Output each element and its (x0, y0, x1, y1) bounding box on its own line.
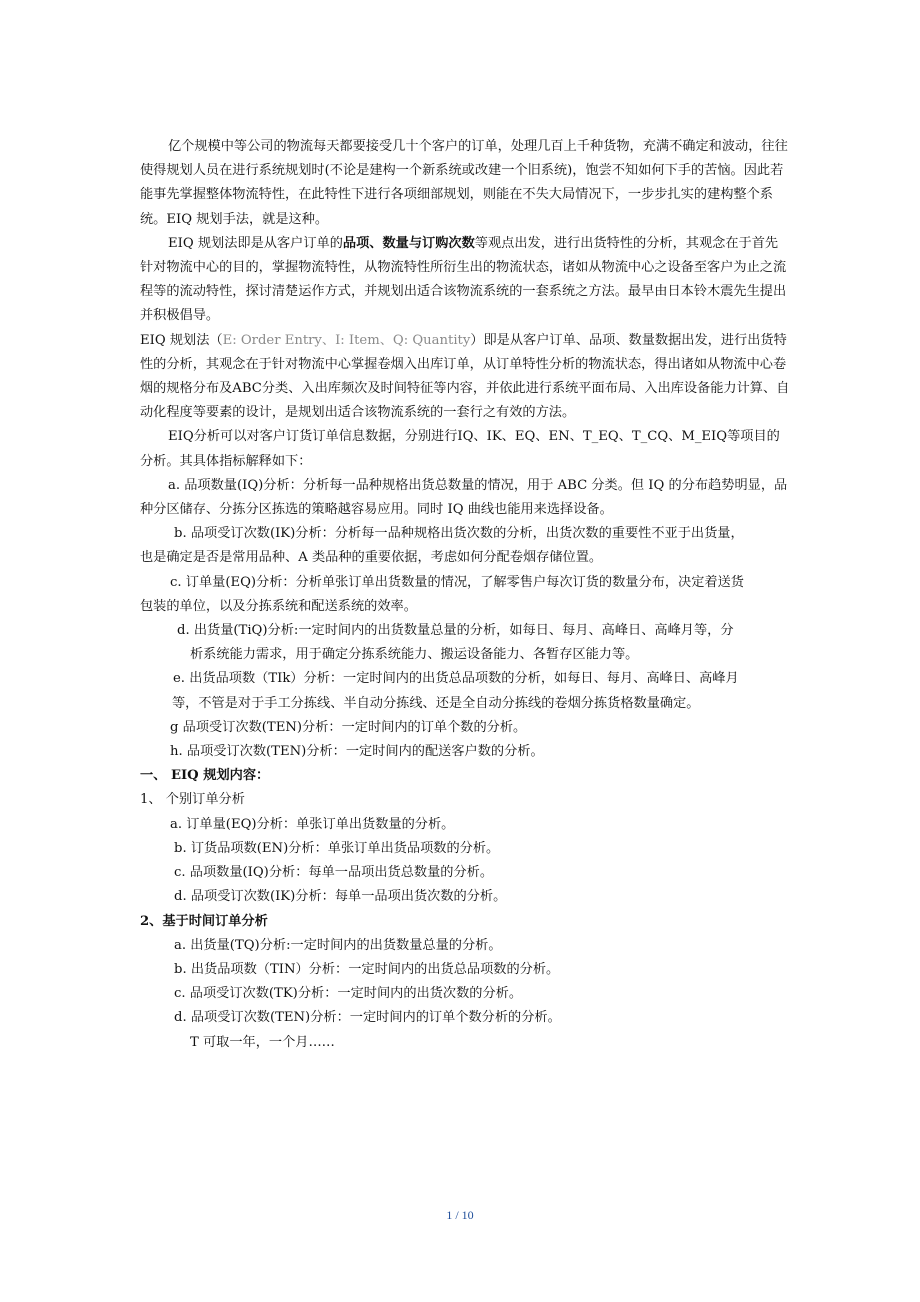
para2-text-end: 等观点出发，进行出货特性的分析，其观念在于首先针对物流中心的目的，掌握物流特性，从物流特性所衍生出的物流状态，诸如从物流中心之设备至客户为止之流程等的流动特性，探讨清楚运作方式，并规划出适合该物流系统的一套系统之方法。最早由日本铃木震先生提出并积极倡导。 (140, 235, 787, 324)
item-a: a. 品项数量(IQ)分析：分析每一品种规格出货总数量的情况，用于 ABC 分类。但 IQ 的分布趋势明显，品种分区储存、分拣分区拣选的策略越容易应用。同时 IQ 曲线也能用来选择设备。 (140, 477, 788, 518)
para3-abbrev: E: Order Entry、I: Item、Q: Quantity (222, 332, 471, 348)
para2-text-start: EIQ 规划法即是从客户订单的 (168, 235, 343, 251)
list-item: b. 订货品项数(EN)分析：单张订单出货品项数的分析。 (174, 840, 500, 856)
item-g: g 品项受订次数(TEN)分析：一定时间内的订单个数的分析。 (170, 719, 527, 735)
para3-text-start: EIQ 规划法（ (140, 332, 223, 348)
item-h: h. 品项受订次数(TEN)分析：一定时间内的配送客户数的分析。 (170, 744, 544, 760)
item-c-line2: 包装的单位，以及分拣系统和配送系统的效率。 (140, 598, 417, 614)
document-body (140, 135, 790, 1055)
subsection-heading-time-based: 2、基于时间订单分析 (140, 913, 268, 929)
list-item: d. 品项受订次数(TEN)分析：一定时间内的订单个数分析的分析。 (174, 1010, 561, 1026)
item-b-line2: 也是确定是否是常用品种、A 类品种的重要依据，考虑如何分配卷烟存储位置。 (140, 550, 603, 566)
note-time-period: T 可取一年，一个月…… (190, 1034, 335, 1050)
list-item: b. 出货品项数（TIN）分析：一定时间内的出货总品项数的分析。 (174, 961, 560, 977)
list-item: d. 品项受订次数(IK)分析：每单一品项出货次数的分析。 (174, 889, 507, 905)
list-item: c. 品项受订次数(TK)分析：一定时间内的出货次数的分析。 (174, 986, 523, 1002)
para3-text-end: ）即是从客户订单、品项、数量数据出发，进行出货特性的分析，其观念在于针对物流中心掌握卷烟入出库订单，从订单特性分析的物流状态，得出诸如从物流中心卷烟的规格分布及ABC分类、入出库频次及时间特征等内容，并依此进行系统平面布局、入出库设备能力计算、自动化程度等要素的设计，是规划出适合该物流系统的一套行之有效的方法。 (140, 332, 790, 421)
list-item: a. 出货量(TQ)分析:一定时间内的出货数量总量的分析。 (174, 937, 502, 953)
page-indicator: 1 / 10 (446, 1208, 474, 1222)
subsection-heading-individual-order: 1、 个别订单分析 (140, 792, 245, 808)
list-item: c. 品项数量(IQ)分析：每单一品项出货总数量的分析。 (174, 865, 494, 881)
paragraph-eiq-definition (140, 232, 790, 329)
list-item: a. 订单量(EQ)分析：单张订单出货数量的分析。 (170, 816, 455, 832)
para2-bold-phrase: 品项、数量与订购次数 (342, 235, 475, 251)
item-e-line1: e. 出货品项数（TIk）分析：一定时间内的出货总品项数的分析，如每日、每月、高峰日、高峰月 (173, 671, 739, 687)
item-b-line1: b. 品项受订次数(IK)分析：分析每一品种规格出货次数的分析，出货次数的重要性不亚于出货量， (174, 526, 744, 542)
paragraph-intro: 亿个规模中等公司的物流每天都要接受几十个客户的订单，处理几百上千种货物，充满不确定和波动，往往使得规划人员在进行系统规划时(不论是建构一个新系统或改建一个旧系统)，饱尝不知如何下手的苦恼。因此若能事先掌握整体物流特性，在此特性下进行各项细部规划，则能在不失大局情况下，一步步扎实的建构整个系统。EIQ 规划手法，就是这种。 (140, 139, 788, 227)
item-e-line2: 等，不管是对于手工分拣线、半自动分拣线、还是全自动分拣线的卷烟分拣货格数量确定。 (172, 695, 700, 711)
paragraph-eiq-analysis: EIQ分析可以对客户订货订单信息数据，分别进行IQ、IK、EQ、EN、T_EQ、T_CQ、M_EIQ等项目的分析。其具体指标解释如下： (140, 429, 780, 469)
item-c-line1: c. 订单量(EQ)分析：分析单张订单出货数量的情况，了解零售户每次订货的数量分布，决定着送货 (170, 574, 744, 590)
item-d-line1: d. 出货量(TiQ)分析:一定时间内的出货数量总量的分析，如每日、每月、高峰日、高峰月等，分 (177, 623, 734, 639)
section-heading-eiq-content: 一、 EIQ 规划内容： (140, 768, 270, 784)
item-d-line2: 析系统能力需求，用于确定分拣系统能力、搬运设备能力、各暂存区能力等。 (190, 647, 639, 663)
paragraph-eiq-method (140, 329, 790, 426)
